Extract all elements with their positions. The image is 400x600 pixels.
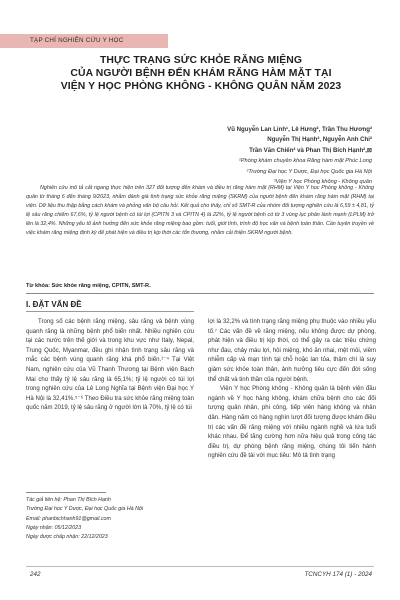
footnote-line: Trường Đại học Y Dược, Đại học Quốc gia Hà Nội [26,506,144,513]
section-divider [26,311,194,312]
authors-block [112,125,372,187]
body-column-left [26,318,194,414]
keywords: Từ khóa: Sức khỏe răng miệng, CPITN, SMT-R. [26,283,151,289]
abstract-divider [26,293,374,294]
journal-issue: TCNCYH 174 (1) - 2024 [304,571,372,578]
journal-name-banner: TẠP CHÍ NGHIÊN CỨU Y HỌC [0,34,168,48]
body-paragraph: Viện Y học Phòng không - Không quân là bệnh viện đầu ngành về Y học hàng không, khám chữa bệnh cho các đối tượng quân nhân, phi công, tiếp viên hàng không và nhân dân. Hàng năm có hàng nghìn lượt đối tượng được khám điều trị các vấn đề răng miệng với nhiều ngành nghề và lứa tuổi khác nhau. Để tăng cường hơn nữa hiệu quả trong công tác điều trị, dự phòng bệnh răng miệng, chúng tôi tiến hành nghiên cứu đề tài với mục tiêu: Mô tả tình trạng [208,386,376,460]
section-heading: I. ĐẶT VẤN ĐỀ [26,300,82,309]
affiliation-line: ³Viện Y học Phòng không - Không quân [273,179,372,186]
footnote-line: Email: phanbichhanh91@gmail.com [26,515,111,522]
footnote-line: Tác giả liên hệ: Phan Thị Bích Hạnh [26,497,111,503]
footer-divider [26,566,374,567]
body-paragraph: Trong số các bệnh răng miệng, sâu răng và bệnh vùng quanh răng là những bệnh phổ biến nhất. Nhiều nghiên cứu tại các nước trên thế giới và trong khu vực như Italy, Nepal, Trung Quốc, Myanmar, đều ghi nhận tình trạng sâu răng và mắc các bệnh vùng quanh răng khá phổ biến.¹⁻⁴ Tại Việt Nam, nghiên cứu của Vũ Thanh Thương tại Bệnh viện Bạch Mai cho thấy tỷ lệ sâu răng là 65,1%; tỷ lệ người có túi lợi trong nghiên cứu của Lê Long Nghĩa tại Bệnh viện Đại học Y Hà Nội là 32,41%.⁵⁻⁶ Theo Điều tra sức khỏe răng miệng toàn quốc năm 2019, tỷ lệ sâu răng ở người lớn là 70%, tỷ lệ có túi [26,319,194,412]
body-column-right [208,318,376,528]
title-line: VIỆN Y HỌC PHÒNG KHÔNG - KHÔNG QUÂN NĂM 2023 [60,81,342,93]
footnotes [26,496,194,542]
author-line: Trần Văn Chiến² và Phan Thị Bích Hạnh²,⊠ [249,146,372,154]
footnote-line: Ngày nhận: 05/12/2023 [26,524,82,531]
affiliation-line: ¹Phòng khám chuyên khoa Răng hàm mặt Phúc Long [238,158,372,165]
author-line: Vũ Nguyễn Lan Linh¹, Lê Hưng², Trần Thu Hương² [227,126,372,133]
paper-title [36,54,366,94]
body-paragraph: lợi là 32,2% và tình trạng răng miệng phụ thuộc vào nhiều yếu tố.⁷ Các vấn đề về răng miệng, nếu không được dự phòng, phát hiện và điều trị kịp thời, có thể gây ra các triệu chứng như đau, chảy máu lợi, hôi miệng, khó ăn nhai, mệt mỏi, viêm nhiễm cấp và mạn tính tại chỗ hoặc lan tỏa, thậm chí là suy giảm sức khỏe toàn thân, ảnh hưởng tiêu cực đến đời sống thể chất và tinh thần của người bệnh. [208,319,376,383]
author-line: Nguyễn Thị Hạnh², Nguyễn Anh Chi² [267,136,372,144]
footnote-line: Ngày được chấp nhận: 22/12/2023 [26,534,108,541]
abstract: Nghiên cứu mô tả cắt ngang thực hiện trên 327 đối tượng đến khám và điều trị răng hàm mặt (RHM) tại Viện Y học Phòng không - Không quân từ tháng 6 đến tháng 9/2023, nhằm đánh giá tình trạng sức khỏe răng miệng (SKRM) của người bệnh đến khám răng hàm mặt (RHM) tại viện. Dữ liệu thu thập bằng cách khám và phỏng vấn bộ câu hỏi. Kết quả cho thấy, chỉ số SMT-R của nhóm đối tượng nghiên cứu là 6,59 ± 4,81, tỷ lệ sâu răng chiếm 67,6%, tỷ lệ người bệnh có túi lợi (CPITN 3 và CPITN 4) là 22%, tỷ lệ người bệnh có từ 3 vùng lục phân lành mạnh (LPLM) trở lên là 32,4%. Những yếu tố ảnh hưởng đến sức khỏe răng miệng bao gồm: tuổi, giới tính, trình độ học vấn và bệnh toàn thân. Cần tuyên truyền về việc khám răng miệng định kỳ để phát hiện và điều trị kịp thời các tổn thương, nhằm cải thiện SKRM người bệnh. [26,185,374,237]
page-number: 242 [30,571,41,578]
title-line: THỰC TRẠNG SỨC KHỎE RĂNG MIỆNG [99,55,303,66]
title-line: CỦA NGƯỜI BỆNH ĐẾN KHÁM RĂNG HÀM MẶT TẠI [70,68,332,80]
affiliation-line: ²Trường Đại học Y Dược, Đại học Quốc gia Hà Nội [246,168,372,175]
footnote-divider [26,492,106,493]
